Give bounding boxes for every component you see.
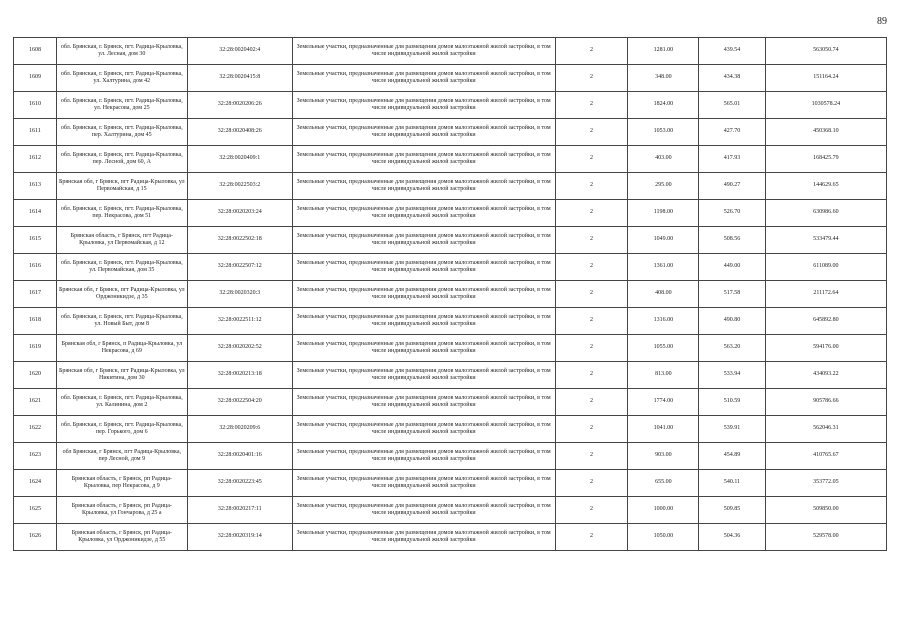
specific-value-cell: 490.27 (699, 173, 765, 200)
address-cell: Брянская область, г Брянск, рп Радица-Крыловка, ул Гончарова, д 25 а (56, 497, 187, 524)
cadastral-number-cell: 32:28:0020202:52 (187, 335, 292, 362)
table-row (14, 416, 887, 443)
cadastral-value-cell: 168425.79 (765, 146, 886, 173)
row-number-cell: 1612 (14, 146, 57, 173)
table-row (14, 362, 887, 389)
area-cell: 1316.00 (628, 308, 699, 335)
specific-value-cell: 533.94 (699, 362, 765, 389)
specific-value-cell: 565.01 (699, 92, 765, 119)
area-cell: 903.00 (628, 443, 699, 470)
land-use-cell: Земельные участки, предназначенные для размещения домов малоэтажной жилой застройки, в том числе индивидуальной жилой застройки (292, 92, 555, 119)
specific-value-cell: 427.70 (699, 119, 765, 146)
land-use-cell: Земельные участки, предназначенные для размещения домов малоэтажной жилой застройки, в том числе индивидуальной жилой застройки (292, 173, 555, 200)
group-cell: 2 (555, 308, 628, 335)
cadastral-value-cell: 1030578.24 (765, 92, 886, 119)
specific-value-cell: 454.89 (699, 443, 765, 470)
address-cell: обл. Брянская, г. Брянск, пгт. Радица-Крыловка, пер. Некрасова, дом 51 (56, 200, 187, 227)
group-cell: 2 (555, 146, 628, 173)
table-row (14, 497, 887, 524)
cadastral-value-cell: 529578.00 (765, 524, 886, 551)
address-cell: Брянская обл, г Брянск, пгт Радица-Крыловка, ул Никитина, дом 30 (56, 362, 187, 389)
group-cell: 2 (555, 416, 628, 443)
land-use-cell: Земельные участки, предназначенные для размещения домов малоэтажной жилой застройки, в том числе индивидуальной жилой застройки (292, 443, 555, 470)
cadastral-value-cell: 533479.44 (765, 227, 886, 254)
land-use-cell: Земельные участки, предназначенные для размещения домов малоэтажной жилой застройки, в том числе индивидуальной жилой застройки (292, 470, 555, 497)
area-cell: 403.00 (628, 146, 699, 173)
cadastral-number-cell: 32:28:0020223:45 (187, 470, 292, 497)
table-row (14, 146, 887, 173)
row-number-cell: 1620 (14, 362, 57, 389)
area-cell: 408.00 (628, 281, 699, 308)
group-cell: 2 (555, 92, 628, 119)
group-cell: 2 (555, 200, 628, 227)
address-cell: Брянская область, г Брянск, рп Радица-Крыловка, пер Некрасова, д 9 (56, 470, 187, 497)
table-row (14, 389, 887, 416)
land-use-cell: Земельные участки, предназначенные для размещения домов малоэтажной жилой застройки, в том числе индивидуальной жилой застройки (292, 308, 555, 335)
cadastral-number-cell: 32:28:0020203:24 (187, 200, 292, 227)
cadastral-number-cell: 32:28:0020319:14 (187, 524, 292, 551)
group-cell: 2 (555, 497, 628, 524)
cadastral-value-cell: 562046.31 (765, 416, 886, 443)
row-number-cell: 1625 (14, 497, 57, 524)
table-row (14, 335, 887, 362)
cadastral-number-cell: 32:28:0022507:12 (187, 254, 292, 281)
area-cell: 1824.00 (628, 92, 699, 119)
cadastral-value-cell: 211172.64 (765, 281, 886, 308)
table-row (14, 524, 887, 551)
cadastral-number-cell: 32:28:0020209:6 (187, 416, 292, 443)
table-row (14, 92, 887, 119)
group-cell: 2 (555, 281, 628, 308)
cadastral-number-cell: 32:28:0020415:8 (187, 65, 292, 92)
row-number-cell: 1622 (14, 416, 57, 443)
page-number: 89 (877, 16, 887, 27)
specific-value-cell: 509.85 (699, 497, 765, 524)
cadastral-value-cell: 353772.05 (765, 470, 886, 497)
table-row (14, 308, 887, 335)
cadastral-value-cell: 594176.00 (765, 335, 886, 362)
address-cell: Брянская область, г Брянск, пгт Радица-Крыловка, ул Первомайская, д 12 (56, 227, 187, 254)
address-cell: обл. Брянская, г. Брянск, пгт. Радица-Крыловка, пер. Горького, дом 6 (56, 416, 187, 443)
land-use-cell: Земельные участки, предназначенные для размещения домов малоэтажной жилой застройки, в том числе индивидуальной жилой застройки (292, 524, 555, 551)
row-number-cell: 1626 (14, 524, 57, 551)
land-use-cell: Земельные участки, предназначенные для размещения домов малоэтажной жилой застройки, в том числе индивидуальной жилой застройки (292, 65, 555, 92)
cadastral-number-cell: 32:28:0020401:16 (187, 443, 292, 470)
cadastral-value-cell: 509850.00 (765, 497, 886, 524)
cadastral-value-cell: 905786.66 (765, 389, 886, 416)
area-cell: 655.00 (628, 470, 699, 497)
cadastral-value-cell: 450368.10 (765, 119, 886, 146)
cadastral-number-cell: 32:28:0020409:1 (187, 146, 292, 173)
cadastral-number-cell: 32:28:0020217:11 (187, 497, 292, 524)
row-number-cell: 1609 (14, 65, 57, 92)
group-cell: 2 (555, 65, 628, 92)
cadastral-number-cell: 32:28:0022502:18 (187, 227, 292, 254)
row-number-cell: 1614 (14, 200, 57, 227)
land-use-cell: Земельные участки, предназначенные для размещения домов малоэтажной жилой застройки, в том числе индивидуальной жилой застройки (292, 362, 555, 389)
table-row (14, 470, 887, 497)
cadastral-number-cell: 32:28:0022511:12 (187, 308, 292, 335)
area-cell: 348.00 (628, 65, 699, 92)
area-cell: 295.00 (628, 173, 699, 200)
land-use-cell: Земельные участки, предназначенные для размещения домов малоэтажной жилой застройки, в том числе индивидуальной жилой застройки (292, 254, 555, 281)
land-use-cell: Земельные участки, предназначенные для размещения домов малоэтажной жилой застройки, в том числе индивидуальной жилой застройки (292, 416, 555, 443)
address-cell: обл. Брянская, г. Брянск, пгт. Радица-Крыловка, ул. Новый Быт, дом 8 (56, 308, 187, 335)
group-cell: 2 (555, 119, 628, 146)
address-cell: обл. Брянская, г. Брянск, пгт. Радица-Крыловка, ул. Лесная, дом 30 (56, 38, 187, 65)
specific-value-cell: 517.58 (699, 281, 765, 308)
row-number-cell: 1608 (14, 38, 57, 65)
address-cell: обл. Брянская, г. Брянск, пгт. Радица-Крыловка, ул. Некрасова, дом 25 (56, 92, 187, 119)
group-cell: 2 (555, 227, 628, 254)
address-cell: обл. Брянская, г. Брянск, пгт. Радица-Крыловка, ул. Калинина, дом 2 (56, 389, 187, 416)
table-body (14, 38, 887, 551)
row-number-cell: 1619 (14, 335, 57, 362)
cadastral-number-cell: 32:28:0022503:2 (187, 173, 292, 200)
address-cell: Брянская область, г Брянск, рп Радица-Крыловка, ул Орджоникидзе, д 55 (56, 524, 187, 551)
row-number-cell: 1616 (14, 254, 57, 281)
cadastral-value-cell: 144629.65 (765, 173, 886, 200)
cadastral-number-cell: 32:28:0020408:26 (187, 119, 292, 146)
cadastral-value-cell: 563050.74 (765, 38, 886, 65)
row-number-cell: 1615 (14, 227, 57, 254)
specific-value-cell: 490.80 (699, 308, 765, 335)
group-cell: 2 (555, 38, 628, 65)
area-cell: 1361.00 (628, 254, 699, 281)
group-cell: 2 (555, 254, 628, 281)
cadastral-number-cell: 32:28:0020213:18 (187, 362, 292, 389)
area-cell: 1198.00 (628, 200, 699, 227)
group-cell: 2 (555, 389, 628, 416)
row-number-cell: 1611 (14, 119, 57, 146)
land-use-cell: Земельные участки, предназначенные для размещения домов малоэтажной жилой застройки, в том числе индивидуальной жилой застройки (292, 119, 555, 146)
address-cell: Брянская обл, г Брянск, пгт Радица-Крыловка, ул Орджоникидзе, д 35 (56, 281, 187, 308)
land-use-cell: Земельные участки, предназначенные для размещения домов малоэтажной жилой застройки, в том числе индивидуальной жилой застройки (292, 389, 555, 416)
specific-value-cell: 526.70 (699, 200, 765, 227)
area-cell: 1281.00 (628, 38, 699, 65)
cadastral-value-cell: 630986.60 (765, 200, 886, 227)
cadastral-value-cell: 151164.24 (765, 65, 886, 92)
area-cell: 813.00 (628, 362, 699, 389)
cadastral-value-cell: 434093.22 (765, 362, 886, 389)
cadastral-value-cell: 611089.00 (765, 254, 886, 281)
specific-value-cell: 508.56 (699, 227, 765, 254)
specific-value-cell: 417.93 (699, 146, 765, 173)
cadastral-number-cell: 32:28:0020206:26 (187, 92, 292, 119)
specific-value-cell: 510.59 (699, 389, 765, 416)
address-cell: Брянская обл, г Брянск, п Радица-Крыловка, ул Некрасова, д 69 (56, 335, 187, 362)
group-cell: 2 (555, 524, 628, 551)
table-row (14, 65, 887, 92)
table-row (14, 173, 887, 200)
land-use-cell: Земельные участки, предназначенные для размещения домов малоэтажной жилой застройки, в том числе индивидуальной жилой застройки (292, 335, 555, 362)
cadastral-value-cell: 645892.80 (765, 308, 886, 335)
address-cell: обл. Брянская, г. Брянск, пгт. Радица-Крыловка, ул. Халтурина, дом 42 (56, 65, 187, 92)
row-number-cell: 1617 (14, 281, 57, 308)
address-cell: обл. Брянская, г. Брянск, пгт. Радица-Крыловка, пер. Лесной, дом 60, А (56, 146, 187, 173)
row-number-cell: 1624 (14, 470, 57, 497)
address-cell: обл. Брянская, г. Брянск, пгт. Радица-Крыловка, ул. Первомайская, дом 35 (56, 254, 187, 281)
address-cell: обл. Брянская, г. Брянск, пгт. Радица-Крыловка, пер. Халтурина, дом 45 (56, 119, 187, 146)
area-cell: 1050.00 (628, 524, 699, 551)
row-number-cell: 1618 (14, 308, 57, 335)
cadastral-number-cell: 32:28:0020320:3 (187, 281, 292, 308)
area-cell: 1053.00 (628, 119, 699, 146)
land-registry-table (13, 37, 887, 551)
land-use-cell: Земельные участки, предназначенные для размещения домов малоэтажной жилой застройки, в том числе индивидуальной жилой застройки (292, 200, 555, 227)
land-use-cell: Земельные участки, предназначенные для размещения домов малоэтажной жилой застройки, в том числе индивидуальной жилой застройки (292, 38, 555, 65)
cadastral-value-cell: 410765.67 (765, 443, 886, 470)
specific-value-cell: 563.20 (699, 335, 765, 362)
cadastral-number-cell: 32:28:0022504:20 (187, 389, 292, 416)
land-use-cell: Земельные участки, предназначенные для размещения домов малоэтажной жилой застройки, в том числе индивидуальной жилой застройки (292, 281, 555, 308)
group-cell: 2 (555, 470, 628, 497)
table-row (14, 200, 887, 227)
row-number-cell: 1613 (14, 173, 57, 200)
row-number-cell: 1610 (14, 92, 57, 119)
group-cell: 2 (555, 362, 628, 389)
area-cell: 1000.00 (628, 497, 699, 524)
specific-value-cell: 540.11 (699, 470, 765, 497)
group-cell: 2 (555, 173, 628, 200)
land-use-cell: Земельные участки, предназначенные для размещения домов малоэтажной жилой застройки, в том числе индивидуальной жилой застройки (292, 497, 555, 524)
cadastral-number-cell: 32:28:0020402:4 (187, 38, 292, 65)
address-cell: обл Брянская, г Брянск, пгт Радица-Крыловка, пер Лесной, дом 9 (56, 443, 187, 470)
table-row (14, 443, 887, 470)
specific-value-cell: 439.54 (699, 38, 765, 65)
area-cell: 1055.00 (628, 335, 699, 362)
specific-value-cell: 504.36 (699, 524, 765, 551)
specific-value-cell: 539.91 (699, 416, 765, 443)
table-row (14, 119, 887, 146)
area-cell: 1049.00 (628, 227, 699, 254)
area-cell: 1774.00 (628, 389, 699, 416)
table-row (14, 281, 887, 308)
area-cell: 1041.00 (628, 416, 699, 443)
address-cell: Брянская обл, г Брянск, пгт Радица-Крыловка, ул Первомайская, д 15 (56, 173, 187, 200)
group-cell: 2 (555, 443, 628, 470)
table-row (14, 254, 887, 281)
group-cell: 2 (555, 335, 628, 362)
table-row (14, 38, 887, 65)
land-use-cell: Земельные участки, предназначенные для размещения домов малоэтажной жилой застройки, в том числе индивидуальной жилой застройки (292, 227, 555, 254)
table-row (14, 227, 887, 254)
specific-value-cell: 434.38 (699, 65, 765, 92)
row-number-cell: 1621 (14, 389, 57, 416)
specific-value-cell: 449.00 (699, 254, 765, 281)
row-number-cell: 1623 (14, 443, 57, 470)
land-use-cell: Земельные участки, предназначенные для размещения домов малоэтажной жилой застройки, в том числе индивидуальной жилой застройки (292, 146, 555, 173)
